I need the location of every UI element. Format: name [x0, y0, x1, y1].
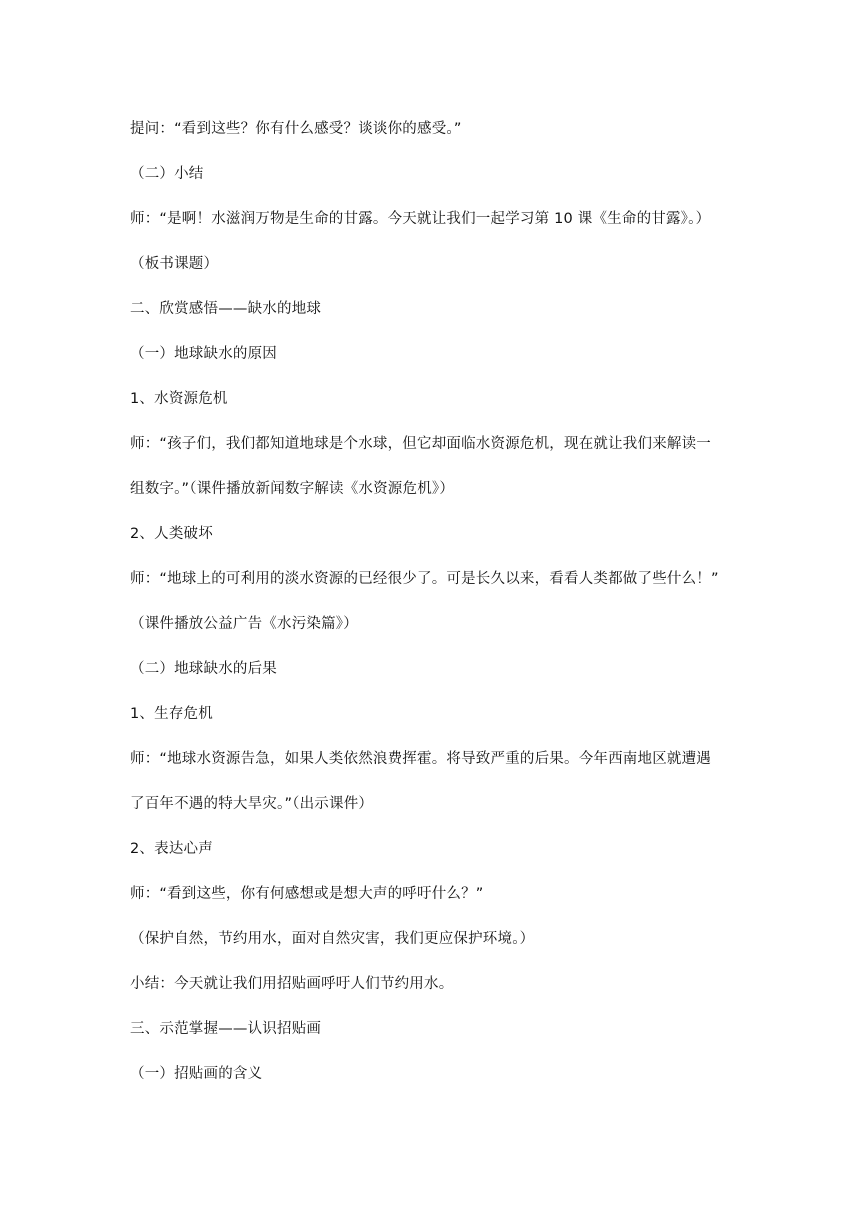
- subsection-consequences-heading: （二）地球缺水的后果: [130, 661, 277, 677]
- courseware-note-pollution: （课件播放公益广告《水污染篇》）: [130, 616, 358, 632]
- section-three-heading: 三、示范掌握——认识招贴画: [130, 1021, 322, 1037]
- blackboard-note: （板书课题）: [130, 256, 219, 272]
- teacher-line-water-crisis: 师：“孩子们，我们都知道地球是个水球，但它却面临水资源危机，现在就让我们来解读一: [130, 436, 712, 452]
- subsection-causes-heading: （一）地球缺水的原因: [130, 346, 277, 362]
- item-survival-crisis-heading: 1、生存危机: [130, 706, 213, 722]
- item-water-crisis-heading: 1、水资源危机: [130, 391, 228, 407]
- subsection-summary-heading: （二）小结: [130, 166, 204, 182]
- teacher-line-water-crisis-cont: 组数字。”（课件播放新闻数字解读《水资源危机》）: [130, 481, 455, 497]
- item-express-heading: 2、表达心声: [130, 841, 213, 857]
- item-human-damage-heading: 2、人类破坏: [130, 526, 213, 542]
- section-two-heading: 二、欣赏感悟——缺水的地球: [130, 301, 322, 317]
- teacher-line-human-damage: 师：“地球上的可利用的淡水资源的已经很少了。可是长久以来，看看人类都做了些什么！”: [130, 571, 719, 587]
- teacher-line-express: 师：“看到这些，你有何感想或是想大声的呼吁什么？”: [130, 886, 484, 902]
- teacher-line-drought: 师：“地球水资源告急，如果人类依然浪费挥霍。将导致严重的后果。今年西南地区就遭遇: [130, 751, 712, 767]
- summary-line: 小结：今天就让我们用招贴画呼吁人们节约用水。: [130, 976, 454, 992]
- teacher-line-lesson-intro: 师：“是啊！水滋润万物是生命的甘露。今天就让我们一起学习第 10 课《生命的甘露》。）: [130, 211, 711, 227]
- teacher-line-drought-cont: 了百年不遇的特大旱灾。”（出示课件）: [130, 796, 374, 812]
- question-prompt: 提问：“看到这些？你有什么感受？谈谈你的感受。”: [130, 121, 462, 137]
- subsection-poster-meaning-heading: （一）招贴画的含义: [130, 1066, 263, 1082]
- student-answer-note: （保护自然，节约用水，面对自然灾害，我们更应保护环境。）: [130, 931, 535, 947]
